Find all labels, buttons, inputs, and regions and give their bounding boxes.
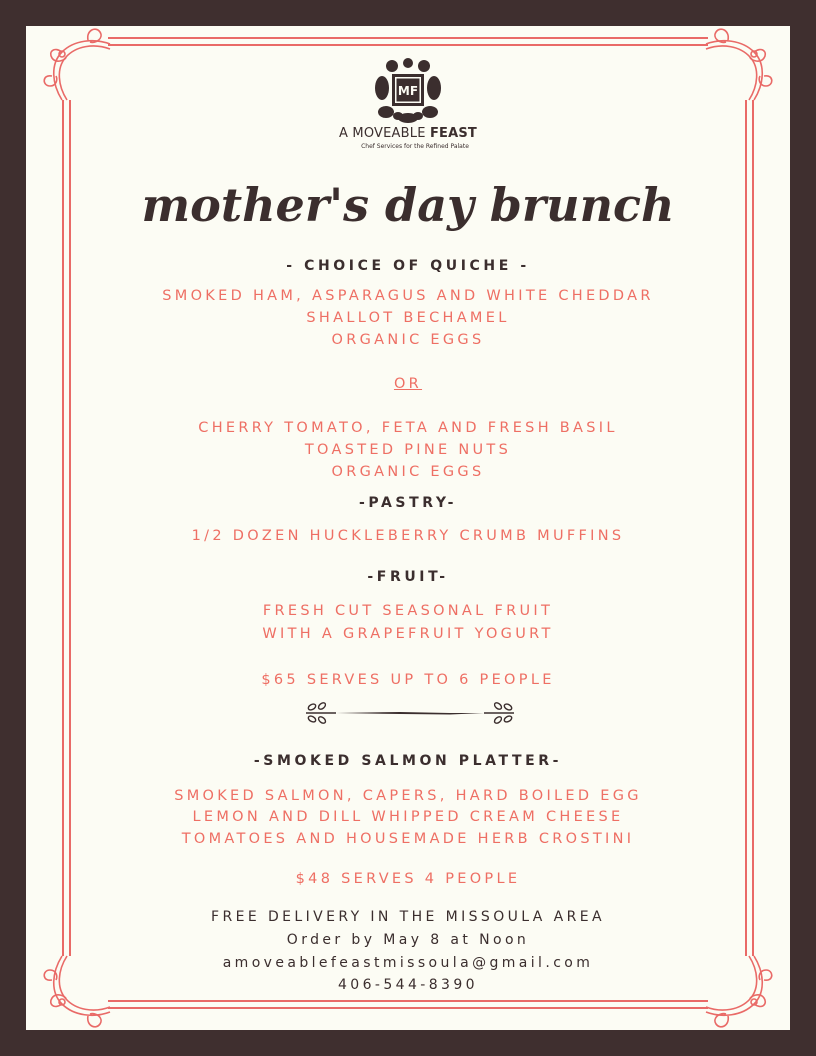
salmon-heading: -SMOKED SALMON PLATTER- xyxy=(253,753,563,769)
brand-name xyxy=(0,126,816,141)
footer-delivery: FREE DELIVERY IN THE MISSOULA AREA xyxy=(211,909,605,925)
quiche-option2-line2: TOASTED PINE NUTS xyxy=(304,442,512,458)
flourish-corner-ornament-top-right xyxy=(702,24,776,104)
frame-bottom-inner xyxy=(108,1000,708,1002)
brand-name-bold: FEAST xyxy=(429,126,477,141)
quiche-or-separator xyxy=(0,376,816,392)
pastry-item: 1/2 DOZEN HUCKLEBERRY CRUMB MUFFINS xyxy=(191,528,625,544)
fruit-price: $65 SERVES UP TO 6 PEOPLE xyxy=(261,672,555,688)
footer-phone[interactable]: 406-544-8390 xyxy=(338,977,478,993)
brand-name-light: A MOVEABLE xyxy=(338,126,430,141)
quiche-heading: - CHOICE OF QUICHE - xyxy=(286,258,530,274)
flourish-corner-ornament-top-left xyxy=(40,24,114,104)
salmon-line1: SMOKED SALMON, CAPERS, HARD BOILED EGG xyxy=(174,788,642,804)
logo-monogram: MF xyxy=(397,84,419,98)
frame-top-outer xyxy=(108,37,708,39)
fruit-line2: WITH A GRAPEFRUIT YOGURT xyxy=(262,626,554,642)
footer-email[interactable]: amoveablefeastmissoula@gmail.com xyxy=(222,955,594,971)
pastry-heading: -PASTRY- xyxy=(359,495,457,511)
or-label: OR xyxy=(393,376,423,392)
salmon-price: $48 SERVES 4 PEOPLE xyxy=(295,871,521,887)
fruit-line1: FRESH CUT SEASONAL FRUIT xyxy=(262,603,554,619)
menu-title: mother's day brunch xyxy=(141,178,675,232)
quiche-option2-line1: CHERRY TOMATO, FETA AND FRESH BASIL xyxy=(198,420,618,436)
quiche-option1-line2: SHALLOT BECHAMEL xyxy=(306,310,510,326)
quiche-option2-line3: ORGANIC EGGS xyxy=(331,464,485,480)
quiche-option1-line3: ORGANIC EGGS xyxy=(331,332,485,348)
leaf-divider-ornament xyxy=(300,700,520,726)
brand-tagline: Chef Services for the Refined Palate xyxy=(361,143,469,150)
fruit-heading: -FRUIT- xyxy=(367,569,449,585)
quiche-option1-line1: SMOKED HAM, ASPARAGUS AND WHITE CHEDDAR xyxy=(162,288,654,304)
salmon-line2: LEMON AND DILL WHIPPED CREAM CHEESE xyxy=(192,809,624,825)
salmon-line3: TOMATOES AND HOUSEMADE HERB CROSTINI xyxy=(181,831,635,847)
frame-bottom-outer xyxy=(108,1007,708,1009)
frame-top-inner xyxy=(108,44,708,46)
footer-order-by: Order by May 8 at Noon xyxy=(286,932,530,948)
vegetable-wreath-logo xyxy=(372,58,444,124)
